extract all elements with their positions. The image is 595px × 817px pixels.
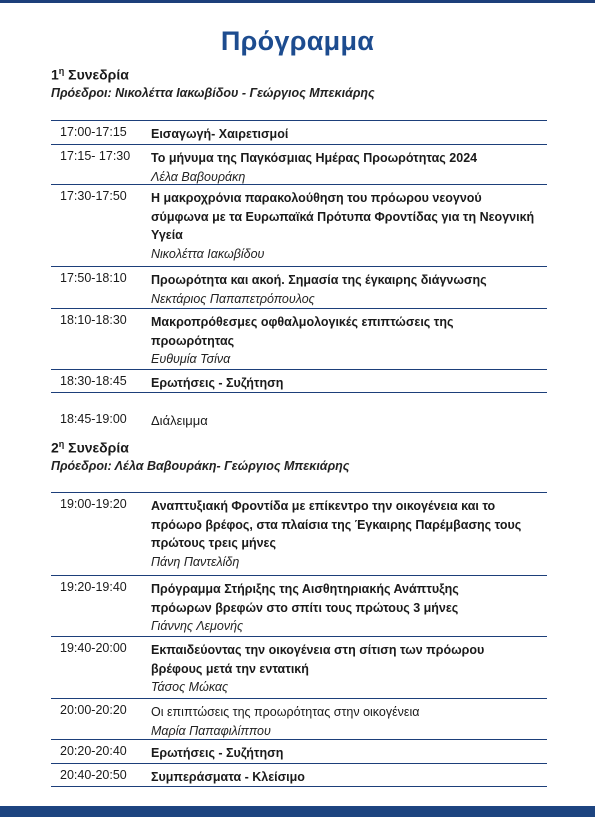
session-1-ordinal: η [58, 66, 65, 76]
row-topic: Αναπτυξιακή Φροντίδα με επίκεντρο την οικογένεια και το πρόωρο βρέφος, στα πλαίσια της Έγκαιρης Παρέμβασης τους πρώτους τρεις μήνες [151, 499, 522, 550]
row-time: 20:00-20:20 [60, 703, 127, 717]
row-time: 19:00-19:20 [60, 497, 127, 511]
row-time: 19:40-20:00 [60, 641, 127, 655]
row-time: 17:30-17:50 [60, 189, 127, 203]
session-2-label: Συνεδρία [64, 439, 129, 456]
row-speaker: Γιάννης Λεμονής [151, 619, 244, 633]
break-time: 18:45-19:00 [60, 412, 127, 426]
row-speaker: Λέλα Βαβουράκη [151, 169, 246, 184]
session-2-chairs: Πρόεδροι: Λέλα Βαβουράκη- Γεώργιος Μπεκιάρης [51, 459, 350, 473]
row-speaker: Νεκτάριος Παπαπετρόπουλος [151, 291, 315, 306]
row-time: 17:50-18:10 [60, 271, 127, 285]
row-topic: Ερωτήσεις - Συζήτηση [151, 746, 284, 760]
schedule-row [51, 144, 547, 184]
schedule-row [51, 266, 547, 308]
row-time: 20:20-20:40 [60, 744, 127, 758]
row-topic: Το μήνυμα της Παγκόσμιας Ημέρας Προωρότητας 2024 [151, 151, 478, 165]
row-speaker: Μαρία Παπαφιλίππου [151, 723, 271, 738]
schedule-row [51, 120, 547, 144]
schedule-row [51, 184, 547, 266]
row-speaker: Νικολέττα Ιακωβίδου [151, 246, 265, 261]
row-speaker: Πάνη Παντελίδη [151, 554, 240, 569]
session-1-title [51, 66, 129, 83]
row-topic: Εισαγωγή- Χαιρετισμοί [151, 127, 289, 141]
row-time: 18:30-18:45 [60, 374, 127, 388]
row-speaker: Ευθυμία Τσίνα [151, 352, 231, 366]
row-topic: Πρόγραμμα Στήριξης της Αισθητηριακής Ανάπτυξης πρόωρων βρεφών στο σπίτι τους πρώτους 3 μήνες [151, 582, 459, 615]
schedule-row [51, 308, 547, 369]
schedule-row [51, 575, 547, 636]
break-row [51, 408, 547, 428]
top-border-line [0, 0, 595, 3]
row-speaker: Τάσος Μώκας [151, 680, 229, 694]
break-label: Διάλειμμα [151, 413, 208, 428]
schedule-row [51, 492, 547, 575]
schedule-row [51, 698, 547, 739]
row-topic: Οι επιπτώσεις της προωρότητας στην οικογένεια [151, 705, 420, 719]
row-time: 20:40-20:50 [60, 768, 127, 782]
row-topic: Συμπεράσματα - Κλείσιμο [151, 770, 305, 784]
session-1-label: Συνεδρία [64, 66, 129, 83]
row-time: 17:00-17:15 [60, 125, 127, 139]
row-topic: Προωρότητα και ακοή. Σημασία της έγκαιρης διάγνωσης [151, 273, 487, 287]
session-1-number: 1 [51, 66, 59, 83]
bottom-bar [0, 806, 595, 817]
schedule-row [51, 636, 547, 698]
row-time: 19:20-19:40 [60, 580, 127, 594]
row-topic: Μακροπρόθεσμες οφθαλμολογικές επιπτώσεις της προωρότητας [151, 315, 454, 348]
row-time: 18:10-18:30 [60, 313, 127, 327]
row-time: 17:15- 17:30 [60, 149, 131, 163]
row-topic: Η μακροχρόνια παρακολούθηση του πρόωρου νεογνού σύμφωνα με τα Ευρωπαϊκά Πρότυπα Φροντίδας για τη Νεογνική Υγεία [151, 191, 535, 242]
session-2-number: 2 [51, 439, 59, 456]
schedule-row [51, 369, 547, 393]
session-2-title [51, 439, 129, 456]
session-2-ordinal: η [58, 439, 65, 449]
row-topic: Ερωτήσεις - Συζήτηση [151, 376, 284, 390]
session-1-chairs: Πρόεδροι: Νικολέττα Ιακωβίδου - Γεώργιος Μπεκιάρης [51, 86, 375, 100]
schedule-row [51, 763, 547, 787]
page-title: Πρόγραμμα [220, 26, 375, 56]
schedule-row [51, 739, 547, 763]
row-topic: Εκπαιδεύοντας την οικογένεια στη σίτιση των πρόωρου βρέφους μετά την εντατική [151, 643, 485, 676]
